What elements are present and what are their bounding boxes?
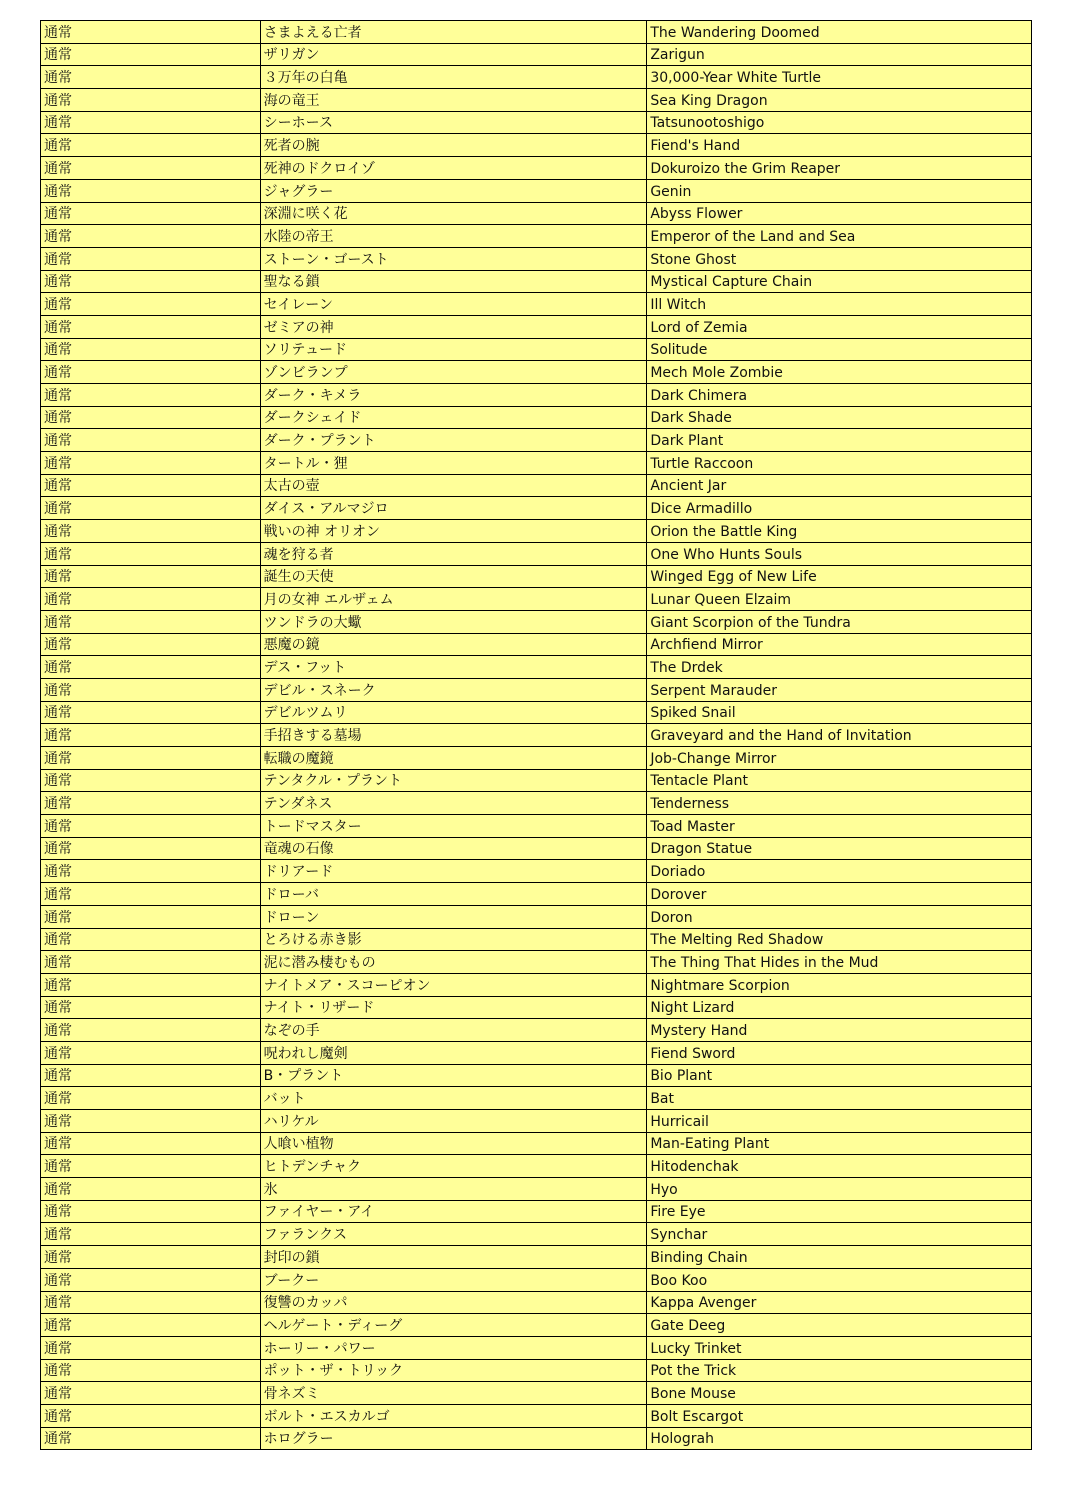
- table-row: [41, 247, 1032, 270]
- table-row: [41, 1314, 1032, 1337]
- table-row: [41, 1178, 1032, 1201]
- english-name-cell: Emperor of the Land and Sea: [647, 225, 1032, 248]
- english-name-cell: Gate Deeg: [647, 1314, 1032, 1337]
- type-cell: 通常: [41, 1019, 261, 1042]
- japanese-name-cell: テンタクル・プラント: [260, 769, 647, 792]
- type-cell: 通常: [41, 973, 261, 996]
- type-cell: 通常: [41, 951, 261, 974]
- table-row: [41, 225, 1032, 248]
- japanese-name-cell: ストーン・ゴースト: [260, 247, 647, 270]
- english-name-cell: Turtle Raccoon: [647, 452, 1032, 475]
- japanese-name-cell: 骨ネズミ: [260, 1382, 647, 1405]
- type-cell: 通常: [41, 588, 261, 611]
- japanese-name-cell: バット: [260, 1087, 647, 1110]
- english-name-cell: Job-Change Mirror: [647, 747, 1032, 770]
- table-row: [41, 384, 1032, 407]
- japanese-name-cell: ドローン: [260, 905, 647, 928]
- table-row: [41, 452, 1032, 475]
- type-cell: 通常: [41, 384, 261, 407]
- type-cell: 通常: [41, 1155, 261, 1178]
- japanese-name-cell: ホログラー: [260, 1427, 647, 1450]
- japanese-name-cell: 悪魔の鏡: [260, 633, 647, 656]
- english-name-cell: Holograh: [647, 1427, 1032, 1450]
- english-name-cell: Giant Scorpion of the Tundra: [647, 610, 1032, 633]
- japanese-name-cell: ファイヤー・アイ: [260, 1200, 647, 1223]
- table-row: [41, 792, 1032, 815]
- english-name-cell: Tenderness: [647, 792, 1032, 815]
- japanese-name-cell: シーホース: [260, 111, 647, 134]
- table-row: [41, 134, 1032, 157]
- table-row: [41, 520, 1032, 543]
- japanese-name-cell: さまよえる亡者: [260, 21, 647, 44]
- table-row: [41, 43, 1032, 66]
- english-name-cell: Dorover: [647, 883, 1032, 906]
- english-name-cell: Mystical Capture Chain: [647, 270, 1032, 293]
- type-cell: 通常: [41, 134, 261, 157]
- table-row: [41, 1359, 1032, 1382]
- type-cell: 通常: [41, 270, 261, 293]
- table-row: [41, 406, 1032, 429]
- type-cell: 通常: [41, 565, 261, 588]
- japanese-name-cell: 人喰い植物: [260, 1132, 647, 1155]
- type-cell: 通常: [41, 1064, 261, 1087]
- type-cell: 通常: [41, 769, 261, 792]
- english-name-cell: Binding Chain: [647, 1246, 1032, 1269]
- english-name-cell: Dark Shade: [647, 406, 1032, 429]
- type-cell: 通常: [41, 928, 261, 951]
- table-row: [41, 1291, 1032, 1314]
- table-row: [41, 837, 1032, 860]
- english-name-cell: Orion the Battle King: [647, 520, 1032, 543]
- english-name-cell: Archfiend Mirror: [647, 633, 1032, 656]
- japanese-name-cell: とろける赤き影: [260, 928, 647, 951]
- type-cell: 通常: [41, 497, 261, 520]
- table-row: [41, 656, 1032, 679]
- type-cell: 通常: [41, 1382, 261, 1405]
- english-name-cell: Stone Ghost: [647, 247, 1032, 270]
- english-name-cell: Mech Mole Zombie: [647, 361, 1032, 384]
- japanese-name-cell: ゾンビランプ: [260, 361, 647, 384]
- table-row: [41, 1064, 1032, 1087]
- japanese-name-cell: ヘルゲート・ディーグ: [260, 1314, 647, 1337]
- japanese-name-cell: 竜魂の石像: [260, 837, 647, 860]
- type-cell: 通常: [41, 1223, 261, 1246]
- english-name-cell: Bat: [647, 1087, 1032, 1110]
- table-row: [41, 361, 1032, 384]
- table-row: [41, 293, 1032, 316]
- japanese-name-cell: ヒトデンチャク: [260, 1155, 647, 1178]
- english-name-cell: Boo Koo: [647, 1268, 1032, 1291]
- table-row: [41, 315, 1032, 338]
- type-cell: 通常: [41, 361, 261, 384]
- table-row: [41, 157, 1032, 180]
- table-row: [41, 747, 1032, 770]
- english-name-cell: Bolt Escargot: [647, 1404, 1032, 1427]
- table-row: [41, 338, 1032, 361]
- type-cell: 通常: [41, 633, 261, 656]
- english-name-cell: Mystery Hand: [647, 1019, 1032, 1042]
- english-name-cell: Pot the Trick: [647, 1359, 1032, 1382]
- table-row: [41, 1223, 1032, 1246]
- table-row: [41, 1200, 1032, 1223]
- type-cell: 通常: [41, 1427, 261, 1450]
- table-row: [41, 474, 1032, 497]
- table-row: [41, 179, 1032, 202]
- japanese-name-cell: 月の女神 エルザェム: [260, 588, 647, 611]
- english-name-cell: Tentacle Plant: [647, 769, 1032, 792]
- type-cell: 通常: [41, 610, 261, 633]
- table-row: [41, 860, 1032, 883]
- english-name-cell: Dark Chimera: [647, 384, 1032, 407]
- type-cell: 通常: [41, 542, 261, 565]
- card-table-body: [41, 21, 1032, 1450]
- type-cell: 通常: [41, 1336, 261, 1359]
- japanese-name-cell: 海の竜王: [260, 89, 647, 112]
- japanese-name-cell: 復讐のカッパ: [260, 1291, 647, 1314]
- english-name-cell: 30,000-Year White Turtle: [647, 66, 1032, 89]
- japanese-name-cell: 聖なる鎖: [260, 270, 647, 293]
- table-row: [41, 1041, 1032, 1064]
- table-row: [41, 588, 1032, 611]
- type-cell: 通常: [41, 1200, 261, 1223]
- table-row: [41, 66, 1032, 89]
- table-row: [41, 905, 1032, 928]
- type-cell: 通常: [41, 792, 261, 815]
- japanese-name-cell: 手招きする墓場: [260, 724, 647, 747]
- english-name-cell: Solitude: [647, 338, 1032, 361]
- japanese-name-cell: ボルト・エスカルゴ: [260, 1404, 647, 1427]
- type-cell: 通常: [41, 883, 261, 906]
- japanese-name-cell: ゼミアの神: [260, 315, 647, 338]
- type-cell: 通常: [41, 1268, 261, 1291]
- table-row: [41, 678, 1032, 701]
- english-name-cell: Dragon Statue: [647, 837, 1032, 860]
- japanese-name-cell: ダーク・プラント: [260, 429, 647, 452]
- type-cell: 通常: [41, 1246, 261, 1269]
- table-row: [41, 21, 1032, 44]
- type-cell: 通常: [41, 474, 261, 497]
- japanese-name-cell: タートル・狸: [260, 452, 647, 475]
- japanese-name-cell: B・プラント: [260, 1064, 647, 1087]
- japanese-name-cell: 氷: [260, 1178, 647, 1201]
- table-row: [41, 633, 1032, 656]
- japanese-name-cell: ナイトメア・スコーピオン: [260, 973, 647, 996]
- table-row: [41, 270, 1032, 293]
- type-cell: 通常: [41, 520, 261, 543]
- type-cell: 通常: [41, 656, 261, 679]
- english-name-cell: Man-Eating Plant: [647, 1132, 1032, 1155]
- table-row: [41, 1155, 1032, 1178]
- english-name-cell: Genin: [647, 179, 1032, 202]
- type-cell: 通常: [41, 701, 261, 724]
- english-name-cell: Toad Master: [647, 815, 1032, 838]
- english-name-cell: Hitodenchak: [647, 1155, 1032, 1178]
- japanese-name-cell: 転職の魔鏡: [260, 747, 647, 770]
- table-row: [41, 1404, 1032, 1427]
- type-cell: 通常: [41, 315, 261, 338]
- type-cell: 通常: [41, 815, 261, 838]
- english-name-cell: The Wandering Doomed: [647, 21, 1032, 44]
- japanese-name-cell: なぞの手: [260, 1019, 647, 1042]
- type-cell: 通常: [41, 179, 261, 202]
- type-cell: 通常: [41, 1132, 261, 1155]
- type-cell: 通常: [41, 996, 261, 1019]
- table-row: [41, 951, 1032, 974]
- table-row: [41, 815, 1032, 838]
- english-name-cell: Zarigun: [647, 43, 1032, 66]
- type-cell: 通常: [41, 43, 261, 66]
- type-cell: 通常: [41, 157, 261, 180]
- type-cell: 通常: [41, 111, 261, 134]
- english-name-cell: Abyss Flower: [647, 202, 1032, 225]
- japanese-name-cell: 封印の鎖: [260, 1246, 647, 1269]
- english-name-cell: Dark Plant: [647, 429, 1032, 452]
- type-cell: 通常: [41, 202, 261, 225]
- english-name-cell: Bone Mouse: [647, 1382, 1032, 1405]
- english-name-cell: Tatsunootoshigo: [647, 111, 1032, 134]
- english-name-cell: Synchar: [647, 1223, 1032, 1246]
- type-cell: 通常: [41, 406, 261, 429]
- english-name-cell: The Melting Red Shadow: [647, 928, 1032, 951]
- table-row: [41, 769, 1032, 792]
- japanese-name-cell: ジャグラー: [260, 179, 647, 202]
- type-cell: 通常: [41, 724, 261, 747]
- english-name-cell: Spiked Snail: [647, 701, 1032, 724]
- japanese-name-cell: 戦いの神 オリオン: [260, 520, 647, 543]
- english-name-cell: Winged Egg of New Life: [647, 565, 1032, 588]
- type-cell: 通常: [41, 1041, 261, 1064]
- english-name-cell: Serpent Marauder: [647, 678, 1032, 701]
- japanese-name-cell: ファランクス: [260, 1223, 647, 1246]
- type-cell: 通常: [41, 225, 261, 248]
- type-cell: 通常: [41, 1087, 261, 1110]
- japanese-name-cell: デビル・スネーク: [260, 678, 647, 701]
- type-cell: 通常: [41, 905, 261, 928]
- table-row: [41, 724, 1032, 747]
- japanese-name-cell: ブークー: [260, 1268, 647, 1291]
- table-row: [41, 497, 1032, 520]
- english-name-cell: Doron: [647, 905, 1032, 928]
- table-row: [41, 1132, 1032, 1155]
- english-name-cell: Fiend's Hand: [647, 134, 1032, 157]
- japanese-name-cell: ソリテュード: [260, 338, 647, 361]
- table-row: [41, 1427, 1032, 1450]
- card-table: [40, 20, 1032, 1450]
- type-cell: 通常: [41, 837, 261, 860]
- japanese-name-cell: 死者の腕: [260, 134, 647, 157]
- type-cell: 通常: [41, 429, 261, 452]
- table-row: [41, 610, 1032, 633]
- japanese-name-cell: 死神のドクロイゾ: [260, 157, 647, 180]
- type-cell: 通常: [41, 1359, 261, 1382]
- table-row: [41, 565, 1032, 588]
- english-name-cell: Ill Witch: [647, 293, 1032, 316]
- type-cell: 通常: [41, 66, 261, 89]
- english-name-cell: Doriado: [647, 860, 1032, 883]
- type-cell: 通常: [41, 1110, 261, 1133]
- type-cell: 通常: [41, 1314, 261, 1337]
- japanese-name-cell: テンダネス: [260, 792, 647, 815]
- japanese-name-cell: 泥に潜み棲むもの: [260, 951, 647, 974]
- table-row: [41, 1382, 1032, 1405]
- japanese-name-cell: トードマスター: [260, 815, 647, 838]
- japanese-name-cell: ドリアード: [260, 860, 647, 883]
- type-cell: 通常: [41, 293, 261, 316]
- japanese-name-cell: デス・フット: [260, 656, 647, 679]
- table-row: [41, 1019, 1032, 1042]
- english-name-cell: Fiend Sword: [647, 1041, 1032, 1064]
- english-name-cell: Dokuroizo the Grim Reaper: [647, 157, 1032, 180]
- table-row: [41, 1246, 1032, 1269]
- table-row: [41, 89, 1032, 112]
- english-name-cell: The Drdek: [647, 656, 1032, 679]
- table-row: [41, 973, 1032, 996]
- english-name-cell: Hyo: [647, 1178, 1032, 1201]
- type-cell: 通常: [41, 452, 261, 475]
- type-cell: 通常: [41, 247, 261, 270]
- japanese-name-cell: 魂を狩る者: [260, 542, 647, 565]
- japanese-name-cell: 誕生の天使: [260, 565, 647, 588]
- japanese-name-cell: セイレーン: [260, 293, 647, 316]
- type-cell: 通常: [41, 1178, 261, 1201]
- japanese-name-cell: 呪われし魔剣: [260, 1041, 647, 1064]
- table-row: [41, 1268, 1032, 1291]
- table-row: [41, 1110, 1032, 1133]
- table-row: [41, 883, 1032, 906]
- japanese-name-cell: ダーク・キメラ: [260, 384, 647, 407]
- table-row: [41, 1336, 1032, 1359]
- english-name-cell: Graveyard and the Hand of Invitation: [647, 724, 1032, 747]
- type-cell: 通常: [41, 747, 261, 770]
- japanese-name-cell: ハリケル: [260, 1110, 647, 1133]
- english-name-cell: Lucky Trinket: [647, 1336, 1032, 1359]
- english-name-cell: Kappa Avenger: [647, 1291, 1032, 1314]
- japanese-name-cell: ドローバ: [260, 883, 647, 906]
- table-row: [41, 542, 1032, 565]
- english-name-cell: Hurricail: [647, 1110, 1032, 1133]
- japanese-name-cell: ツンドラの大蠍: [260, 610, 647, 633]
- japanese-name-cell: ザリガン: [260, 43, 647, 66]
- japanese-name-cell: デビルツムリ: [260, 701, 647, 724]
- english-name-cell: Lunar Queen Elzaim: [647, 588, 1032, 611]
- table-row: [41, 996, 1032, 1019]
- type-cell: 通常: [41, 1291, 261, 1314]
- english-name-cell: Dice Armadillo: [647, 497, 1032, 520]
- table-row: [41, 111, 1032, 134]
- english-name-cell: Nightmare Scorpion: [647, 973, 1032, 996]
- japanese-name-cell: 太古の壺: [260, 474, 647, 497]
- japanese-name-cell: ポット・ザ・トリック: [260, 1359, 647, 1382]
- table-row: [41, 429, 1032, 452]
- english-name-cell: The Thing That Hides in the Mud: [647, 951, 1032, 974]
- japanese-name-cell: ホーリー・パワー: [260, 1336, 647, 1359]
- table-row: [41, 1087, 1032, 1110]
- english-name-cell: Bio Plant: [647, 1064, 1032, 1087]
- type-cell: 通常: [41, 338, 261, 361]
- type-cell: 通常: [41, 21, 261, 44]
- english-name-cell: Night Lizard: [647, 996, 1032, 1019]
- english-name-cell: Ancient Jar: [647, 474, 1032, 497]
- english-name-cell: Fire Eye: [647, 1200, 1032, 1223]
- table-row: [41, 928, 1032, 951]
- japanese-name-cell: ３万年の白亀: [260, 66, 647, 89]
- japanese-name-cell: 深淵に咲く花: [260, 202, 647, 225]
- english-name-cell: One Who Hunts Souls: [647, 542, 1032, 565]
- japanese-name-cell: ダイス・アルマジロ: [260, 497, 647, 520]
- table-row: [41, 701, 1032, 724]
- type-cell: 通常: [41, 860, 261, 883]
- japanese-name-cell: 水陸の帝王: [260, 225, 647, 248]
- english-name-cell: Sea King Dragon: [647, 89, 1032, 112]
- type-cell: 通常: [41, 678, 261, 701]
- japanese-name-cell: ダークシェイド: [260, 406, 647, 429]
- english-name-cell: Lord of Zemia: [647, 315, 1032, 338]
- type-cell: 通常: [41, 89, 261, 112]
- table-row: [41, 202, 1032, 225]
- type-cell: 通常: [41, 1404, 261, 1427]
- japanese-name-cell: ナイト・リザード: [260, 996, 647, 1019]
